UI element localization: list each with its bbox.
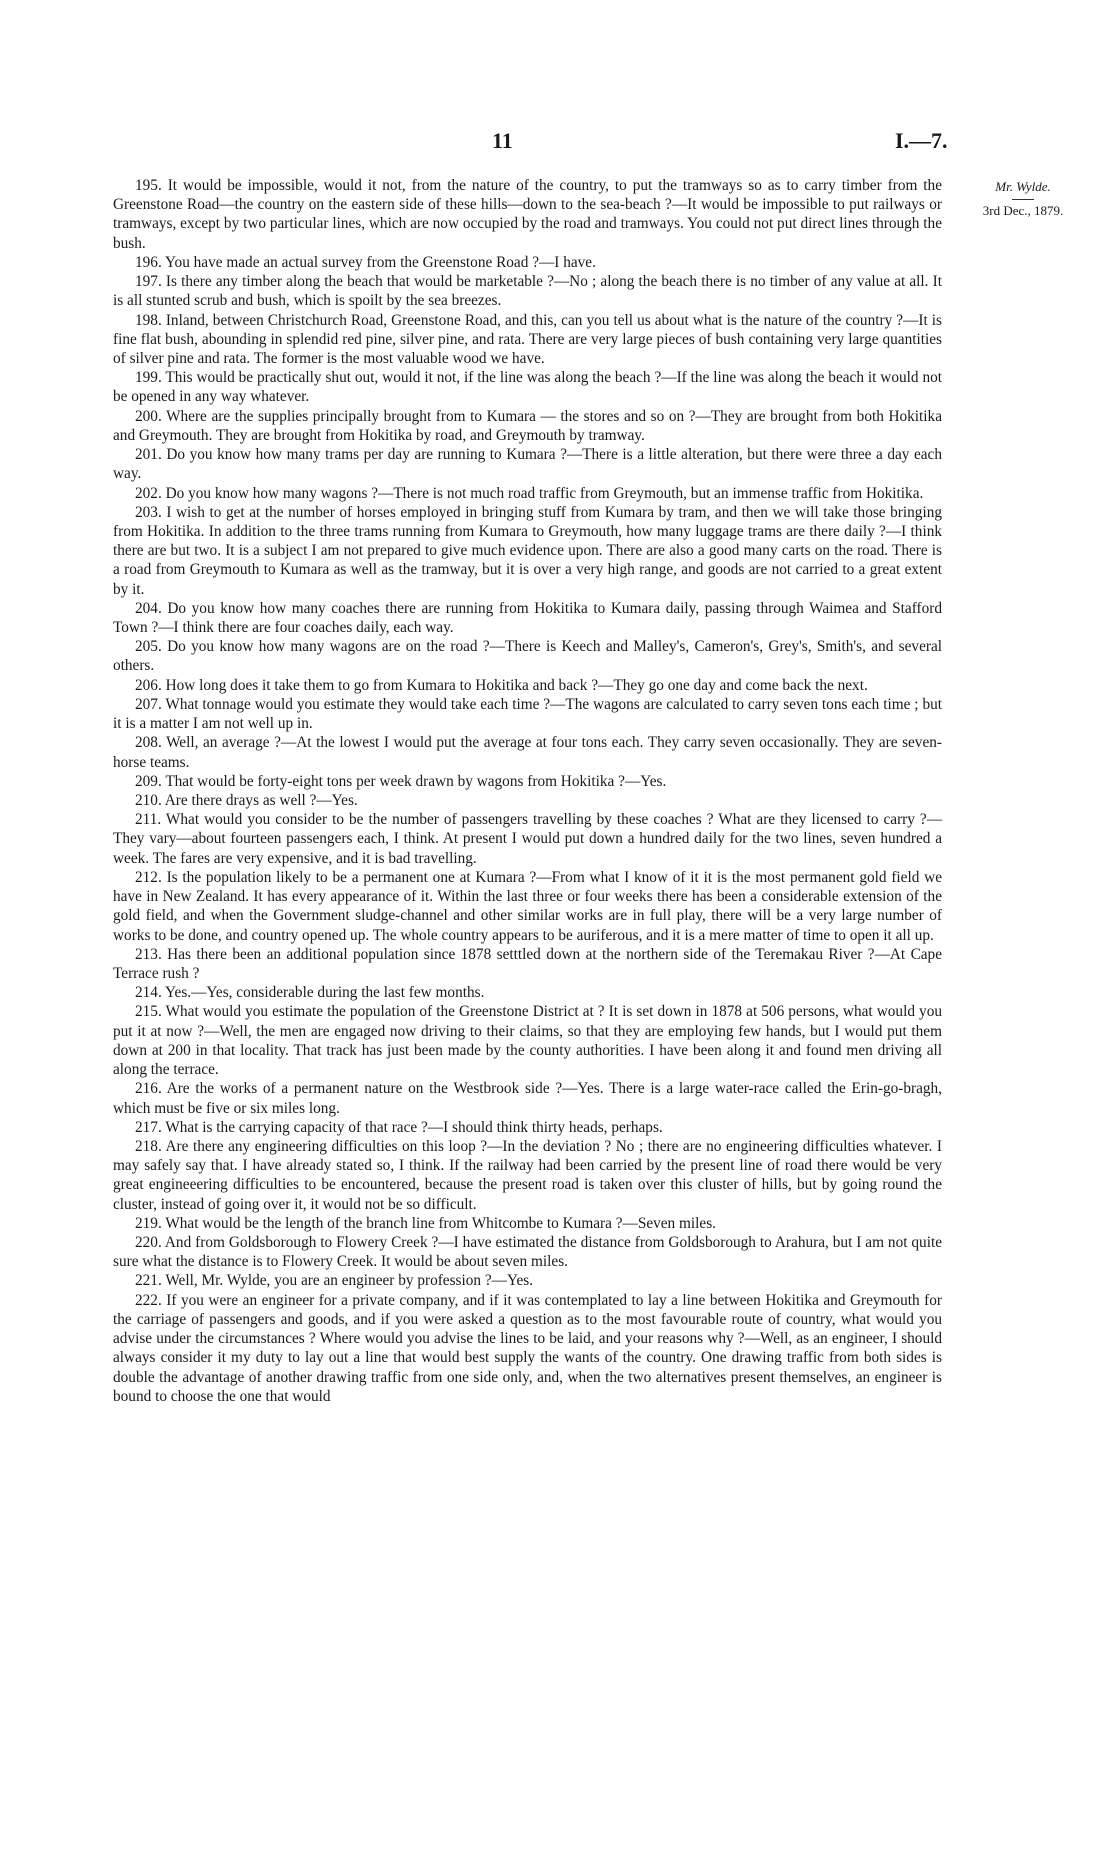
evidence-paragraph: 215. What would you estimate the population of the Greenstone District at ? It is set down in 1878 at 506 persons, what would you put it at now ?—Well, the men are engaged now driving to their claims, so that they are employing few hands, but I would put them down at 200 in that locality. That track has just been made by the county authorities. I have been along it and found men driving all along the terrace. xyxy=(113,1003,942,1079)
evidence-paragraph: 219. What would be the length of the branch line from Whitcombe to Kumara ?—Seven miles. xyxy=(135,1214,716,1232)
evidence-paragraph: 199. This would be practically shut out, would it not, if the line was along the beach ?—If the line was along the beach it would not be opened in any way whatever. xyxy=(113,369,942,406)
evidence-paragraph: 206. How long does it take them to go from Kumara to Hokitika and back ?—They go one day and come back the next. xyxy=(135,676,868,694)
evidence-paragraph: 196. You have made an actual survey from the Greenstone Road ?—I have. xyxy=(135,253,596,271)
evidence-paragraph: 221. Well, Mr. Wylde, you are an engineer by profession ?—Yes. xyxy=(135,1272,534,1290)
document-series: I.—7. xyxy=(895,128,948,153)
evidence-paragraph: 216. Are the works of a permanent nature on the Westbrook side ?—Yes. There is a large water-race called the Erin-go-bragh, which must be five or six miles long. xyxy=(113,1080,942,1117)
evidence-date: 3rd Dec., 1879. xyxy=(982,203,1064,218)
evidence-paragraph: 220. And from Goldsborough to Flowery Creek ?—I have estimated the distance from Goldsborough to Arahura, but I am not quite sure what the distance is to Flowery Creek. It would be about seven miles. xyxy=(113,1234,942,1271)
evidence-paragraph: 209. That would be forty-eight tons per week drawn by wagons from Hokitika ?—Yes. xyxy=(135,772,667,790)
evidence-paragraph: 205. Do you know how many wagons are on the road ?—There is Keech and Malley's, Cameron's, Grey's, Smith's, and several others. xyxy=(113,638,942,675)
evidence-paragraph: 195. It would be impossible, would it not, from the nature of the country, to put the tramways so as to carry timber from the Greenstone Road—the country on the eastern side of these hills—down to the sea-beach ?—It would be impossible to put railways or tramways, except by two particular lines, which are now occupied by the road and tramways. You could not put direct lines through the bush. xyxy=(113,177,942,252)
witness-name: Mr. Wylde. xyxy=(995,179,1051,194)
evidence-paragraph: 218. Are there any engineering difficulties on this loop ?—In the deviation ? No ; there are no engineering difficulties whatever. I may safely say that. I have already stated so, I think. If the railway had been carried by the present line of road there would be very great engineeering difficulties to be encountered, because the present road is taken over this cluster of hills, but by going round the cluster, instead of going over it, it would not be so difficult. xyxy=(113,1137,942,1213)
evidence-paragraph: 214. Yes.—Yes, considerable during the last few months. xyxy=(135,984,485,1002)
margin-note xyxy=(968,178,1078,220)
evidence-paragraph: 222. If you were an engineer for a private company, and if it was contemplated to lay a line between Hokitika and Greymouth for the carriage of passengers and goods, and if you were asked a question as to the most favourable route of country, what would you advise under the circumstances ? Where would you advise the lines to be laid, and your reasons why ?—Well, as an engineer, I should always consider it my duty to lay out a line that would best supply the wants of the country. One drawing traffic from both sides is double the advantage of another drawing traffic from one side only, and, when the two alternatives present themselves, an engineer is bound to choose the one that would xyxy=(113,1291,942,1405)
evidence-paragraph: 210. Are there drays as well ?—Yes. xyxy=(135,792,358,809)
evidence-paragraph: 208. Well, an average ?—At the lowest I would put the average at four tons each. They carry seven occasionally. They are seven-horse teams. xyxy=(113,734,942,771)
evidence-paragraph: 211. What would you consider to be the number of passengers travelling by these coaches ? What are they licensed to carry ?—They vary—about fourteen passengers each, I think. At present I would put down a hundred daily for the two lines, seven hundred a week. The fares are very expensive, and it is bad travelling. xyxy=(113,811,942,867)
evidence-paragraph: 207. What tonnage would you estimate they would take each time ?—The wagons are calculated to carry seven tons each time ; but it is a matter I am not well up in. xyxy=(113,695,942,733)
margin-rule xyxy=(1012,199,1034,200)
evidence-paragraph: 217. What is the carrying capacity of that race ?—I should think thirty heads, perhaps. xyxy=(135,1118,663,1136)
evidence-paragraph: 198. Inland, between Christchurch Road, Greenstone Road, and this, can you tell us about what is the nature of the country ?—It is fine flat bush, abounding in splendid red pine, silver pine, and rata. There are very large pieces of bush containing very large quantities of silver pine and rata. The former is the most valuable wood we have. xyxy=(113,311,942,367)
evidence-paragraph: 197. Is there any timber along the beach that would be marketable ?—No ; along the beach there is no timber of any value at all. It is all stunted scrub and bush, which is spoilt by the sea breezes. xyxy=(113,273,942,310)
evidence-paragraph: 200. Where are the supplies principally brought from to Kumara — the stores and so on ?—They are brought from both Hokitika and Greymouth. They are brought from Hokitika by road, and Greymouth by tramway. xyxy=(113,407,942,444)
evidence-paragraph: 212. Is the population likely to be a permanent one at Kumara ?—From what I know of it it is the most permanent gold field we have in New Zealand. It has every appearance of it. Within the last three or four weeks there has been a considerable extension of the gold field, and when the Government sludge-channel and other similar works are in full play, there will be a very large number of works to be done, and country opened up. The whole country appears to be auriferous, and it is a mere matter of time to open it all up. xyxy=(113,868,942,944)
evidence-paragraph: 201. Do you know how many trams per day are running to Kumara ?—There is a little alteration, but there were three a day each way. xyxy=(113,446,942,483)
evidence-text xyxy=(113,176,942,1406)
evidence-paragraph: 202. Do you know how many wagons ?—There is not much road traffic from Greymouth, but an immense traffic from Hokitika. xyxy=(135,484,924,502)
page-number: 11 xyxy=(492,128,513,153)
evidence-paragraph: 213. Has there been an additional population since 1878 setttled down at the northern side of the Teremakau River ?—At Cape Terrace rush ? xyxy=(113,945,942,982)
page-header xyxy=(0,128,1114,158)
evidence-paragraph: 204. Do you know how many coaches there are running from Hokitika to Kumara daily, passing through Waimea and Stafford Town ?—I think there are four coaches daily, each way. xyxy=(113,599,942,637)
evidence-paragraph: 203. I wish to get at the number of horses employed in bringing stuff from Kumara by tram, and then we will take those bringing from Hokitika. In addition to the three trams running from Kumara to Greymouth, how many luggage trams are there daily ?—I think there are but two. It is a subject I am not prepared to give much evidence upon. There are also a good many carts on the road. There is a road from Greymouth to Kumara as well as the tramway, but it is over a very high range, and goods are not carried to a great extent by it. xyxy=(113,503,942,598)
